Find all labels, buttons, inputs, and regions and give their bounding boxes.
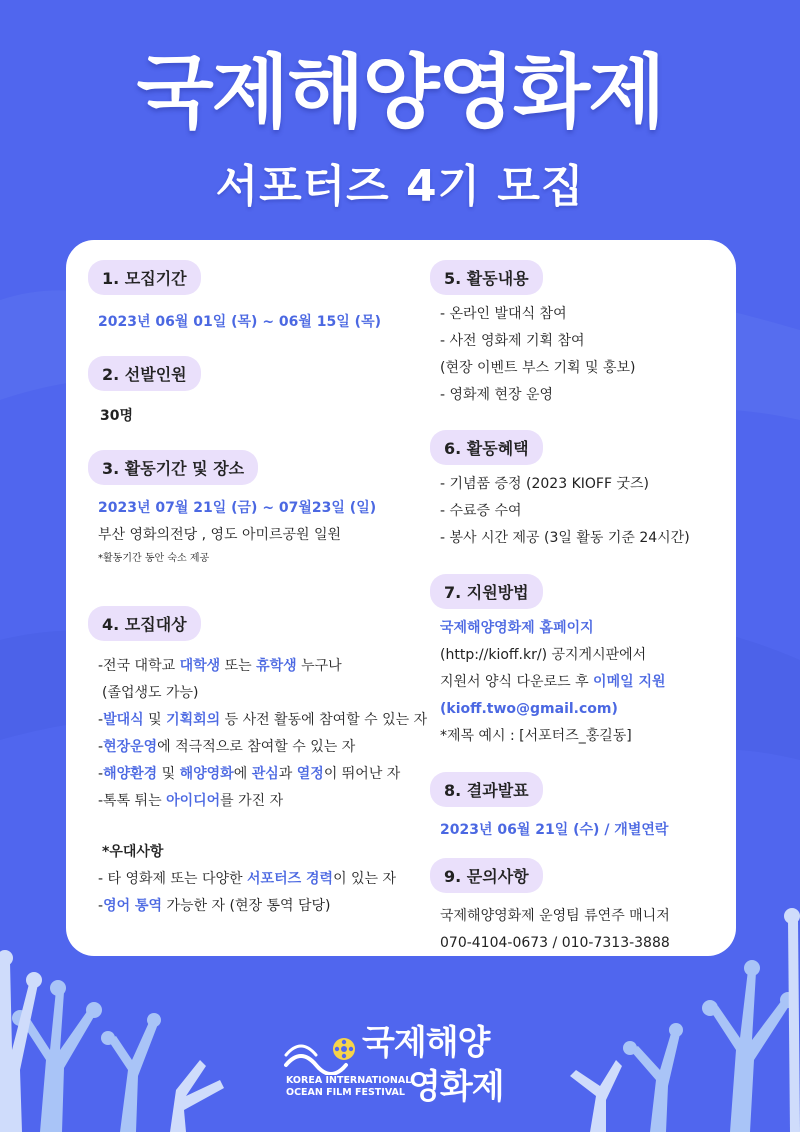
contact-phone: 070-4104-0673 / 010-7313-3888 xyxy=(440,935,670,951)
list-item: - 기념품 증정 (2023 KIOFF 굿즈) xyxy=(440,476,649,492)
contact-person: 국제해양영화제 운영팀 류연주 매니저 xyxy=(440,908,670,924)
preference-title: *우대사항 xyxy=(102,844,164,860)
section-selection-count xyxy=(88,356,201,430)
title-example-text: *제목 예시 : [서포터즈_홍길동] xyxy=(440,728,632,744)
list-item: - 영화제 현장 운영 xyxy=(440,387,554,403)
section-contact xyxy=(430,858,670,957)
section-activities xyxy=(430,260,635,409)
section-results xyxy=(430,772,668,844)
logo-korean-line1: 국제해양 xyxy=(362,1023,490,1063)
target-line: -톡톡 튀는 아이디어를 가진 자 xyxy=(98,793,284,809)
apply-instruction: 지원서 양식 다운로드 후 이메일 지원 xyxy=(440,674,666,690)
section-heading: 9. 문의사항 xyxy=(430,858,543,893)
page-title: 국제해양영화제 xyxy=(136,46,664,139)
target-line: -해양환경 및 해양영화에 관심과 열정이 뛰어난 자 xyxy=(98,766,401,782)
url-text: (http://kioff.kr/) 공지게시판에서 xyxy=(440,647,647,663)
apply-text xyxy=(430,615,666,750)
homepage-text: 국제해양영화제 홈페이지 xyxy=(440,620,594,636)
target-line: -발대식 및 기획회의 등 사전 활동에 참여할 수 있는 자 xyxy=(98,712,428,728)
list-item: - 온라인 발대식 참여 xyxy=(440,306,567,322)
selection-count-text: 30명 xyxy=(100,408,134,424)
section-heading: 3. 활동기간 및 장소 xyxy=(88,450,258,485)
section-heading: 8. 결과발표 xyxy=(430,772,543,807)
info-card xyxy=(66,240,736,956)
list-item: (현장 이벤트 부스 기획 및 홍보) xyxy=(440,360,636,376)
activities-list xyxy=(430,301,635,409)
section-heading: 4. 모집대상 xyxy=(88,606,201,641)
section-heading: 6. 활동혜택 xyxy=(430,430,543,465)
section-how-to-apply xyxy=(430,574,666,750)
target-line: -전국 대학교 대학생 또는 휴학생 누구나 xyxy=(98,658,342,674)
list-item: - 사전 영화제 기획 참여 xyxy=(440,333,585,349)
logo-korean-line2: 영화제 xyxy=(408,1067,504,1107)
section-heading: 2. 선발인원 xyxy=(88,356,201,391)
contact-text xyxy=(430,903,670,957)
preference-line: -영어 통역 가능한 자 (현장 통역 담당) xyxy=(98,898,331,914)
benefits-list xyxy=(430,471,690,552)
festival-logo xyxy=(282,1015,522,1110)
activity-date-text: 2023년 07월 21일 (금) ~ 07월23일 (일) xyxy=(98,500,377,516)
activity-place-text: 부산 영화의전당 , 영도 아미르공원 일원 xyxy=(98,527,342,543)
section-heading: 1. 모집기간 xyxy=(88,260,201,295)
section-recruit-period xyxy=(88,260,381,336)
activity-note-text: *활동기간 동안 숙소 제공 xyxy=(98,553,210,564)
list-item: - 봉사 시간 제공 (3일 활동 기준 24시간) xyxy=(440,530,690,546)
section-target xyxy=(88,606,427,920)
wave-film-icon xyxy=(284,1035,364,1075)
email-text: (kioff.two@gmail.com) xyxy=(440,701,618,717)
section-heading: 7. 지원방법 xyxy=(430,574,543,609)
preference-line: - 타 영화제 또는 다양한 서포터즈 경력이 있는 자 xyxy=(98,871,397,887)
target-list xyxy=(88,653,427,920)
section-benefits xyxy=(430,430,690,552)
recruit-period-text: 2023년 06월 01일 (목) ~ 06월 15일 (목) xyxy=(98,314,382,330)
results-text: 2023년 06월 21일 (수) / 개별연락 xyxy=(440,822,669,838)
target-line: -현장운영에 적극적으로 참여할 수 있는 자 xyxy=(98,739,356,755)
page-subtitle: 서포터즈 4기 모집 xyxy=(215,161,585,212)
logo-english: KOREA INTERNATIONAL OCEAN FILM FESTIVAL xyxy=(286,1075,412,1098)
section-heading: 5. 활동내용 xyxy=(430,260,543,295)
target-line: (졸업생도 가능) xyxy=(102,685,199,701)
section-activity-period xyxy=(88,450,376,569)
list-item: - 수료증 수여 xyxy=(440,503,522,519)
